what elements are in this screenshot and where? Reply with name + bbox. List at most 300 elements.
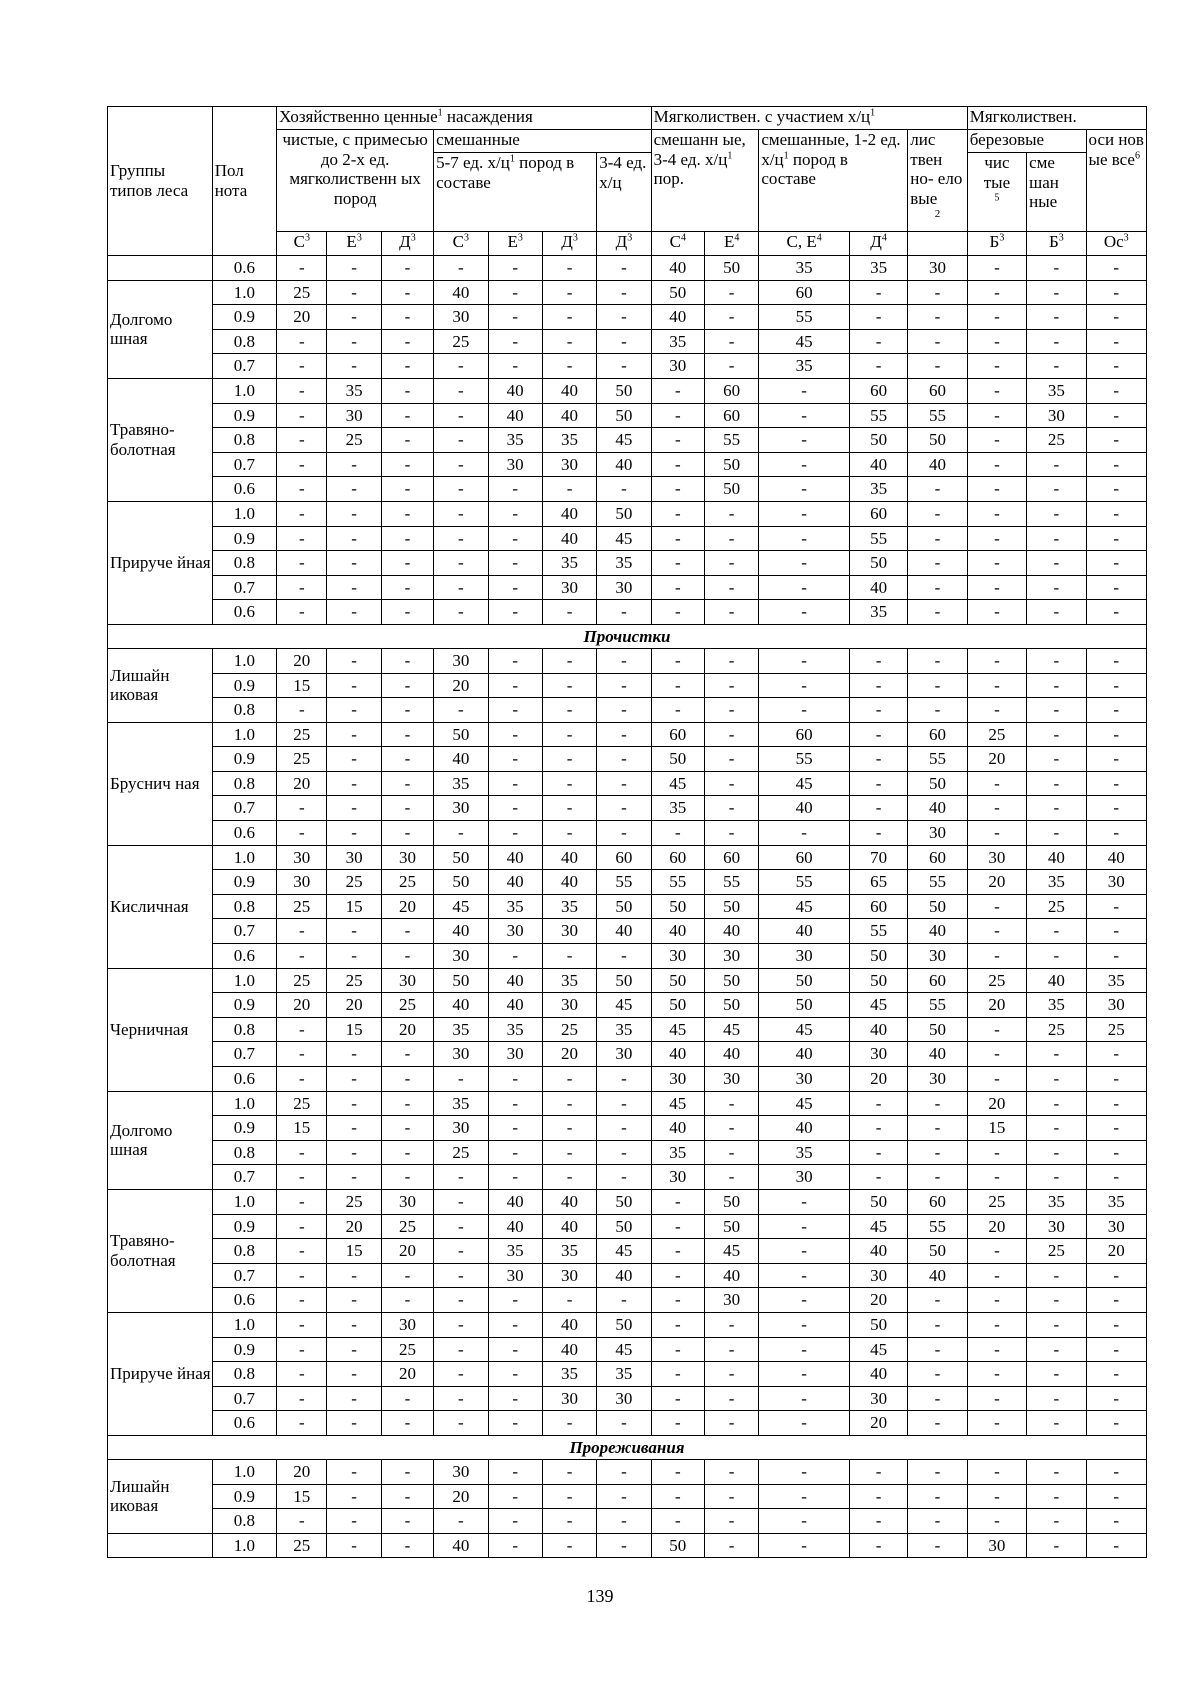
value-cell: - [1086,329,1146,354]
value-cell: 35 [434,771,488,796]
density-cell: 0.8 [212,1239,276,1264]
value-cell: 40 [434,747,488,772]
value-cell: - [434,1362,488,1387]
table-row [108,378,1147,403]
value-cell: - [277,698,327,723]
value-cell: - [434,1337,488,1362]
value-cell: - [849,698,907,723]
value-cell: 40 [542,378,596,403]
species-header-cell [908,232,967,256]
header-density: Пол нота [212,107,276,256]
value-cell: - [908,1091,967,1116]
value-cell: 40 [759,1042,850,1067]
table-row [108,329,1147,354]
table-row [108,1312,1147,1337]
value-cell: - [597,477,651,502]
value-cell: - [488,526,542,551]
value-cell: - [1027,1091,1086,1116]
table-row [108,1362,1147,1387]
value-cell: - [488,477,542,502]
value-cell: - [381,329,433,354]
density-cell: 0.8 [212,1017,276,1042]
density-cell: 0.7 [212,1386,276,1411]
density-cell: 1.0 [212,722,276,747]
header-softwood: Мягколиствен. [967,107,1146,130]
value-cell: 30 [381,968,433,993]
value-cell: - [849,1091,907,1116]
value-cell: - [434,452,488,477]
value-cell: - [277,1239,327,1264]
value-cell: - [1027,1288,1086,1313]
density-cell: 0.9 [212,993,276,1018]
value-cell: 35 [542,968,596,993]
value-cell: - [327,821,381,846]
value-cell: 25 [1086,1017,1146,1042]
value-cell: 50 [908,1239,967,1264]
value-cell: 30 [488,1042,542,1067]
value-cell: 20 [381,894,433,919]
value-cell: - [277,919,327,944]
table-row [108,673,1147,698]
forest-group-cell [108,256,213,281]
value-cell: 50 [434,968,488,993]
value-cell: 20 [849,1067,907,1092]
value-cell: 25 [277,1091,327,1116]
value-cell: - [542,747,596,772]
value-cell: - [1027,722,1086,747]
value-cell: - [597,305,651,330]
value-cell: - [327,354,381,379]
value-cell: - [1027,1067,1086,1092]
value-cell: - [908,526,967,551]
value-cell: - [327,648,381,673]
value-cell: - [277,354,327,379]
value-cell: 40 [1027,845,1086,870]
value-cell: 30 [651,354,704,379]
table-row [108,944,1147,969]
value-cell: 30 [759,944,850,969]
value-cell: - [1086,354,1146,379]
value-cell: - [849,1140,907,1165]
forest-group-cell: Бруснич ная [108,722,213,845]
value-cell: 50 [759,993,850,1018]
value-cell: - [1086,919,1146,944]
value-cell: - [908,1140,967,1165]
value-cell: - [651,1288,704,1313]
value-cell: - [967,1288,1026,1313]
table-row [108,305,1147,330]
value-cell: - [277,575,327,600]
value-cell: - [277,944,327,969]
value-cell: - [651,1214,704,1239]
value-cell: 60 [651,722,704,747]
table-row [108,575,1147,600]
value-cell: - [434,256,488,281]
value-cell: 55 [908,403,967,428]
value-cell: - [759,1459,850,1484]
value-cell: - [327,1362,381,1387]
value-cell: - [381,1042,433,1067]
value-cell: 55 [908,747,967,772]
species-header-cell: $Д^3$ [597,232,651,256]
value-cell: 20 [967,870,1026,895]
value-cell: - [488,256,542,281]
value-cell: 25 [542,1017,596,1042]
value-cell: 35 [849,477,907,502]
value-cell: 45 [597,526,651,551]
table-row [108,771,1147,796]
table-row [108,551,1147,576]
value-cell: 35 [542,428,596,453]
density-cell: 0.9 [212,673,276,698]
value-cell: 20 [327,993,381,1018]
value-cell: - [1086,575,1146,600]
value-cell: 40 [849,575,907,600]
value-cell: - [849,771,907,796]
value-cell: 40 [908,919,967,944]
value-cell: 40 [434,1533,488,1558]
density-cell: 0.9 [212,747,276,772]
value-cell: - [651,501,704,526]
density-cell: 0.8 [212,1362,276,1387]
value-cell: - [327,722,381,747]
value-cell: - [967,551,1026,576]
value-cell: - [651,452,704,477]
value-cell: 45 [759,329,850,354]
value-cell: - [967,673,1026,698]
value-cell: - [908,280,967,305]
table-row [108,993,1147,1018]
value-cell: 50 [651,280,704,305]
forest-group-cell: Травяно-болотная [108,378,213,501]
value-cell: - [327,698,381,723]
value-cell: 60 [849,501,907,526]
value-cell: - [967,1362,1026,1387]
value-cell: 30 [434,796,488,821]
density-cell: 0.9 [212,1484,276,1509]
density-cell: 0.6 [212,821,276,846]
value-cell: 30 [1086,993,1146,1018]
value-cell: - [277,452,327,477]
density-cell: 0.9 [212,1337,276,1362]
value-cell: 60 [597,845,651,870]
value-cell: 50 [704,993,758,1018]
value-cell: - [488,1140,542,1165]
density-cell: 0.6 [212,1067,276,1092]
value-cell: 20 [967,747,1026,772]
value-cell: - [434,354,488,379]
value-cell: 40 [542,870,596,895]
value-cell: - [277,1140,327,1165]
value-cell: 30 [1086,870,1146,895]
value-cell: 60 [849,378,907,403]
value-cell: - [849,821,907,846]
value-cell: - [908,1459,967,1484]
value-cell: - [1027,771,1086,796]
density-cell: 0.6 [212,256,276,281]
density-cell: 1.0 [212,1459,276,1484]
value-cell: 25 [277,722,327,747]
value-cell: - [381,354,433,379]
value-cell: - [381,428,433,453]
value-cell: - [327,1042,381,1067]
value-cell: - [908,1337,967,1362]
value-cell: 30 [704,1067,758,1092]
value-cell: - [1086,403,1146,428]
value-cell: 50 [849,968,907,993]
header-group-types: Группы типов леса [108,107,213,256]
value-cell: - [908,1116,967,1141]
value-cell: - [597,796,651,821]
species-header-cell: $Б^3$ [1027,232,1086,256]
value-cell: - [849,747,907,772]
value-cell: - [277,1067,327,1092]
value-cell: - [967,403,1026,428]
table-row [108,1459,1147,1484]
value-cell: - [1086,1509,1146,1534]
value-cell: - [277,329,327,354]
value-cell: - [488,1337,542,1362]
value-cell: 45 [849,993,907,1018]
value-cell: 50 [704,894,758,919]
value-cell: - [651,1411,704,1436]
value-cell: - [1086,771,1146,796]
table-row [108,1116,1147,1141]
value-cell: - [704,747,758,772]
header-soft-with-valuable: Мягколиствен. с участием $х/ц^1$ [651,107,967,130]
value-cell: - [704,722,758,747]
value-cell: - [542,1288,596,1313]
value-cell: 40 [597,919,651,944]
value-cell: - [704,796,758,821]
value-cell: - [908,575,967,600]
value-cell: - [542,1165,596,1190]
table-row [108,968,1147,993]
value-cell: 25 [277,280,327,305]
forest-group-cell: Лишайн иковая [108,1459,213,1533]
value-cell: - [381,526,433,551]
value-cell: - [542,944,596,969]
value-cell: - [1086,1411,1146,1436]
value-cell: 40 [542,1337,596,1362]
value-cell: 35 [488,1017,542,1042]
value-cell: - [1086,501,1146,526]
value-cell: - [1086,1165,1146,1190]
value-cell: - [704,1116,758,1141]
value-cell: - [488,944,542,969]
value-cell: 40 [651,1116,704,1141]
value-cell: - [967,1337,1026,1362]
value-cell: - [967,1017,1026,1042]
value-cell: - [849,329,907,354]
value-cell: 35 [849,256,907,281]
value-cell: 50 [704,256,758,281]
forest-group-cell: Прируче йная [108,501,213,624]
value-cell: - [1086,305,1146,330]
value-cell: 45 [759,894,850,919]
value-cell: 25 [967,968,1026,993]
value-cell: - [759,1288,850,1313]
header-birch-mixed: сме шан ные [1027,153,1086,232]
value-cell: - [434,403,488,428]
value-cell: 50 [849,1189,907,1214]
value-cell: - [542,771,596,796]
value-cell: - [434,1312,488,1337]
value-cell: 25 [1027,428,1086,453]
value-cell: - [908,1411,967,1436]
value-cell: 40 [1086,845,1146,870]
value-cell: - [488,821,542,846]
value-cell: - [597,944,651,969]
value-cell: - [849,1533,907,1558]
value-cell: - [908,551,967,576]
value-cell: - [1027,1337,1086,1362]
value-cell: - [488,280,542,305]
value-cell: 35 [434,1017,488,1042]
value-cell: 50 [849,551,907,576]
value-cell: - [1086,1362,1146,1387]
value-cell: 40 [704,1042,758,1067]
value-cell: 30 [542,452,596,477]
value-cell: 30 [1027,403,1086,428]
value-cell: 20 [277,1459,327,1484]
value-cell: - [704,673,758,698]
value-cell: 25 [1027,1239,1086,1264]
value-cell: 50 [908,428,967,453]
value-cell: - [704,1362,758,1387]
value-cell: - [381,1140,433,1165]
value-cell: - [651,1484,704,1509]
value-cell: 25 [277,894,327,919]
density-cell: 0.7 [212,796,276,821]
table-row [108,1411,1147,1436]
value-cell: 40 [651,919,704,944]
value-cell: - [651,1459,704,1484]
value-cell: 40 [488,403,542,428]
value-cell: 40 [849,1017,907,1042]
value-cell: - [967,280,1026,305]
value-cell: - [327,796,381,821]
value-cell: 20 [967,1214,1026,1239]
value-cell: - [542,477,596,502]
value-cell: 50 [849,428,907,453]
value-cell: - [1086,551,1146,576]
section-row [108,1435,1147,1459]
value-cell: - [908,673,967,698]
value-cell: - [381,648,433,673]
value-cell: - [759,1337,850,1362]
value-cell: - [327,1459,381,1484]
value-cell: 50 [597,894,651,919]
table-row [108,1189,1147,1214]
value-cell: 60 [704,845,758,870]
value-cell: - [327,1484,381,1509]
value-cell: - [1086,378,1146,403]
value-cell: - [542,1067,596,1092]
species-header-cell: $Е^3$ [327,232,381,256]
value-cell: - [967,329,1026,354]
value-cell: - [381,919,433,944]
value-cell: - [434,1411,488,1436]
value-cell: - [908,1312,967,1337]
value-cell: 25 [434,1140,488,1165]
value-cell: - [542,354,596,379]
value-cell: 30 [434,1042,488,1067]
value-cell: - [542,1116,596,1141]
value-cell: - [908,1484,967,1509]
density-cell: 0.7 [212,575,276,600]
value-cell: 40 [651,305,704,330]
value-cell: 35 [1086,968,1146,993]
value-cell: 45 [704,1017,758,1042]
value-cell: 35 [651,796,704,821]
value-cell: - [277,1165,327,1190]
density-cell: 0.9 [212,1116,276,1141]
value-cell: - [488,501,542,526]
value-cell: 25 [277,747,327,772]
value-cell: - [381,1067,433,1092]
density-cell: 0.9 [212,305,276,330]
table-row [108,501,1147,526]
value-cell: 45 [704,1239,758,1264]
value-cell: 50 [849,944,907,969]
value-cell: - [1027,1533,1086,1558]
value-cell: 50 [908,771,967,796]
value-cell: - [1086,722,1146,747]
density-cell: 1.0 [212,845,276,870]
value-cell: - [1086,673,1146,698]
value-cell: - [967,501,1026,526]
value-cell: - [967,698,1026,723]
value-cell: - [759,698,850,723]
header-mixed-57: 5-7 ед. $х/ц^1$ пород в составе [434,153,597,232]
table-row [108,1509,1147,1534]
table-row [108,1042,1147,1067]
value-cell: - [597,1165,651,1190]
value-cell: - [488,1386,542,1411]
table-row [108,1214,1147,1239]
value-cell: - [488,1288,542,1313]
value-cell: 20 [849,1411,907,1436]
value-cell: - [542,796,596,821]
value-cell: 40 [849,1362,907,1387]
value-cell: 35 [651,1140,704,1165]
value-cell: - [651,378,704,403]
species-header-cell: $С^4$ [651,232,704,256]
value-cell: 40 [542,403,596,428]
value-cell: 40 [542,845,596,870]
value-cell: - [651,477,704,502]
table-row [108,894,1147,919]
value-cell: - [542,1484,596,1509]
value-cell: 35 [597,1362,651,1387]
value-cell: - [488,1362,542,1387]
value-cell: - [597,648,651,673]
value-cell: 35 [542,551,596,576]
density-cell: 0.6 [212,477,276,502]
value-cell: - [849,673,907,698]
value-cell: - [381,452,433,477]
table-row [108,452,1147,477]
value-cell: - [967,771,1026,796]
value-cell: 50 [849,1312,907,1337]
density-cell: 0.7 [212,452,276,477]
value-cell: - [597,1509,651,1534]
value-cell: 40 [542,1214,596,1239]
value-cell: - [967,1484,1026,1509]
value-cell: 50 [651,968,704,993]
value-cell: 30 [542,575,596,600]
